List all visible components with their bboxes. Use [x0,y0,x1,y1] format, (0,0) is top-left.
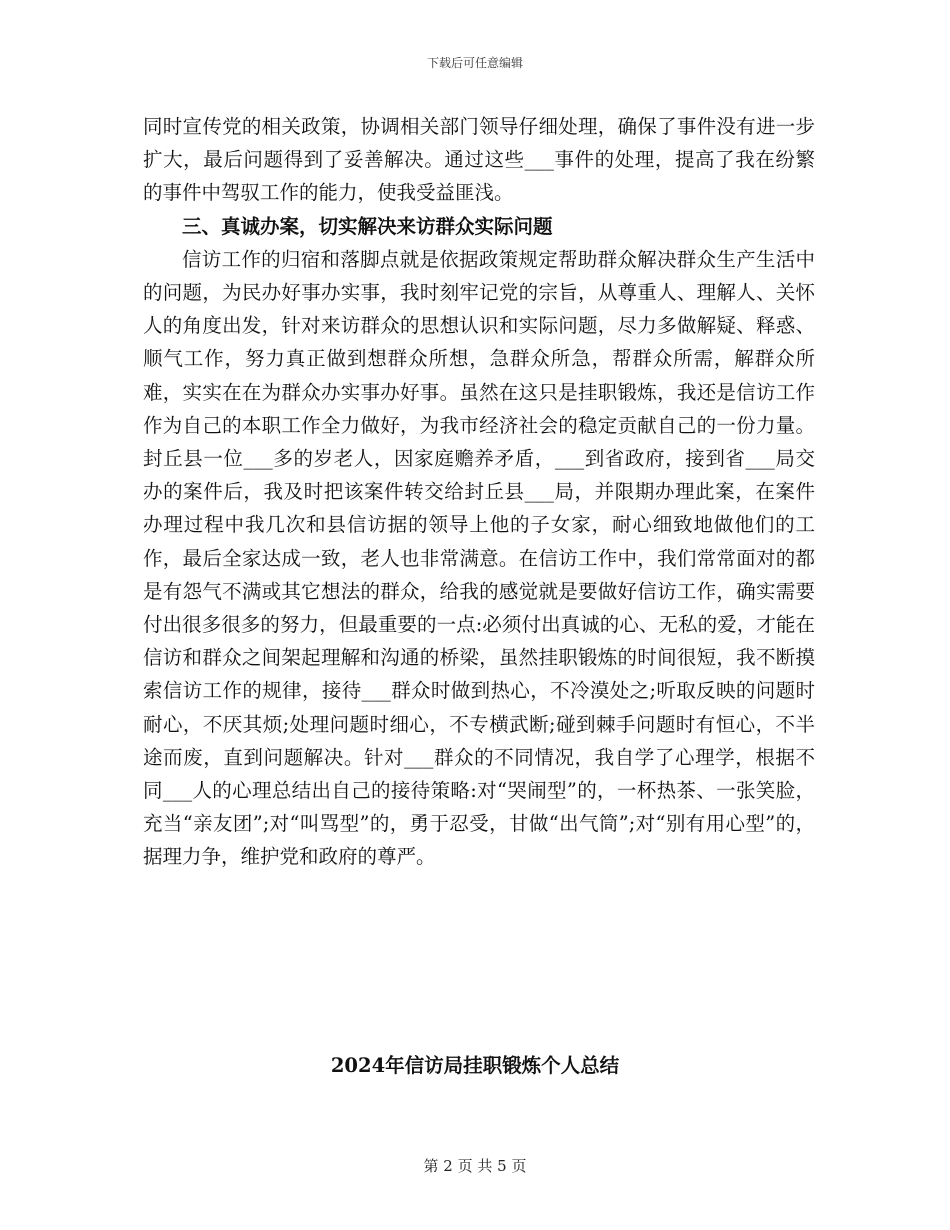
section-heading: 三、真诚办案，切实解决来访群众实际问题 [182,214,553,238]
paragraph-main: 信访工作的归宿和落脚点就是依据政策规定帮助群众解决群众生产生活中的问题，为民办好事办实事，我时刻牢记党的宗旨，从尊重人、理解人、关怀人的角度出发，针对来访群众的思想认识和实际问题，尽力多做解疑、释惑、顺气工作，努力真正做到想群众所想，急群众所急，帮群众所需，解群众所难，实实在在为群众办实事办好事。虽然在这只是挂职锻炼，我还是信访工作作为自己的本职工作全力做好，为我市经济社会的稳定贡献自己的一份力量。封丘县一位___多的岁老人，因家庭赡养矛盾，___到省政府，接到省___局交办的案件后，我及时把该案件转交给封丘县___局，并限期办理此案，在案件办理过程中我几次和县信访据的领导上他的子女家，耐心细致地做他们的工作，最后全家达成一致，老人也非常满意。在信访工作中，我们常常面对的都是有怨气不满或其它想法的群众，给我的感觉就是要做好信访工作，确实需要付出很多很多的努力，但最重要的一点:必须付出真诚的心、无私的爱，才能在信访和群众之间架起理解和沟通的桥梁，虽然挂职锻炼的时间很短，我不断摸索信访工作的规律，接待___群众时做到热心，不冷漠处之;听取反映的问题时耐心，不厌其烦;处理问题时细心，不专横武断;碰到棘手问题时有恒心，不半途而废，直到问题解决。针对___群众的不同情况，我自学了心理学，根据不同___人的心理总结出自己的接待策略:对“哭闹型”的，一杯热茶、一张笑脸，充当“亲友团”;对“叫骂型”的，勇于忍受，甘做“出气筒”;对“别有用心型”的，据理力争，维护党和政府的尊严。 [143,247,815,869]
page-footer: 第 2 页 共 5 页 [423,1157,527,1175]
document-title: 2024年信访局挂职锻炼个人总结 [330,1054,620,1077]
paragraph-continued: 同时宣传党的相关政策，协调相关部门领导仔细处理，确保了事件没有进一步扩大，最后问题得到了妥善解决。通过这些___事件的处理，提高了我在纷繁的事件中驾驭工作的能力，使我受益匪浅。 [143,115,815,205]
document-body [143,110,815,874]
page-header: 下载后可任意编辑 [426,56,523,70]
